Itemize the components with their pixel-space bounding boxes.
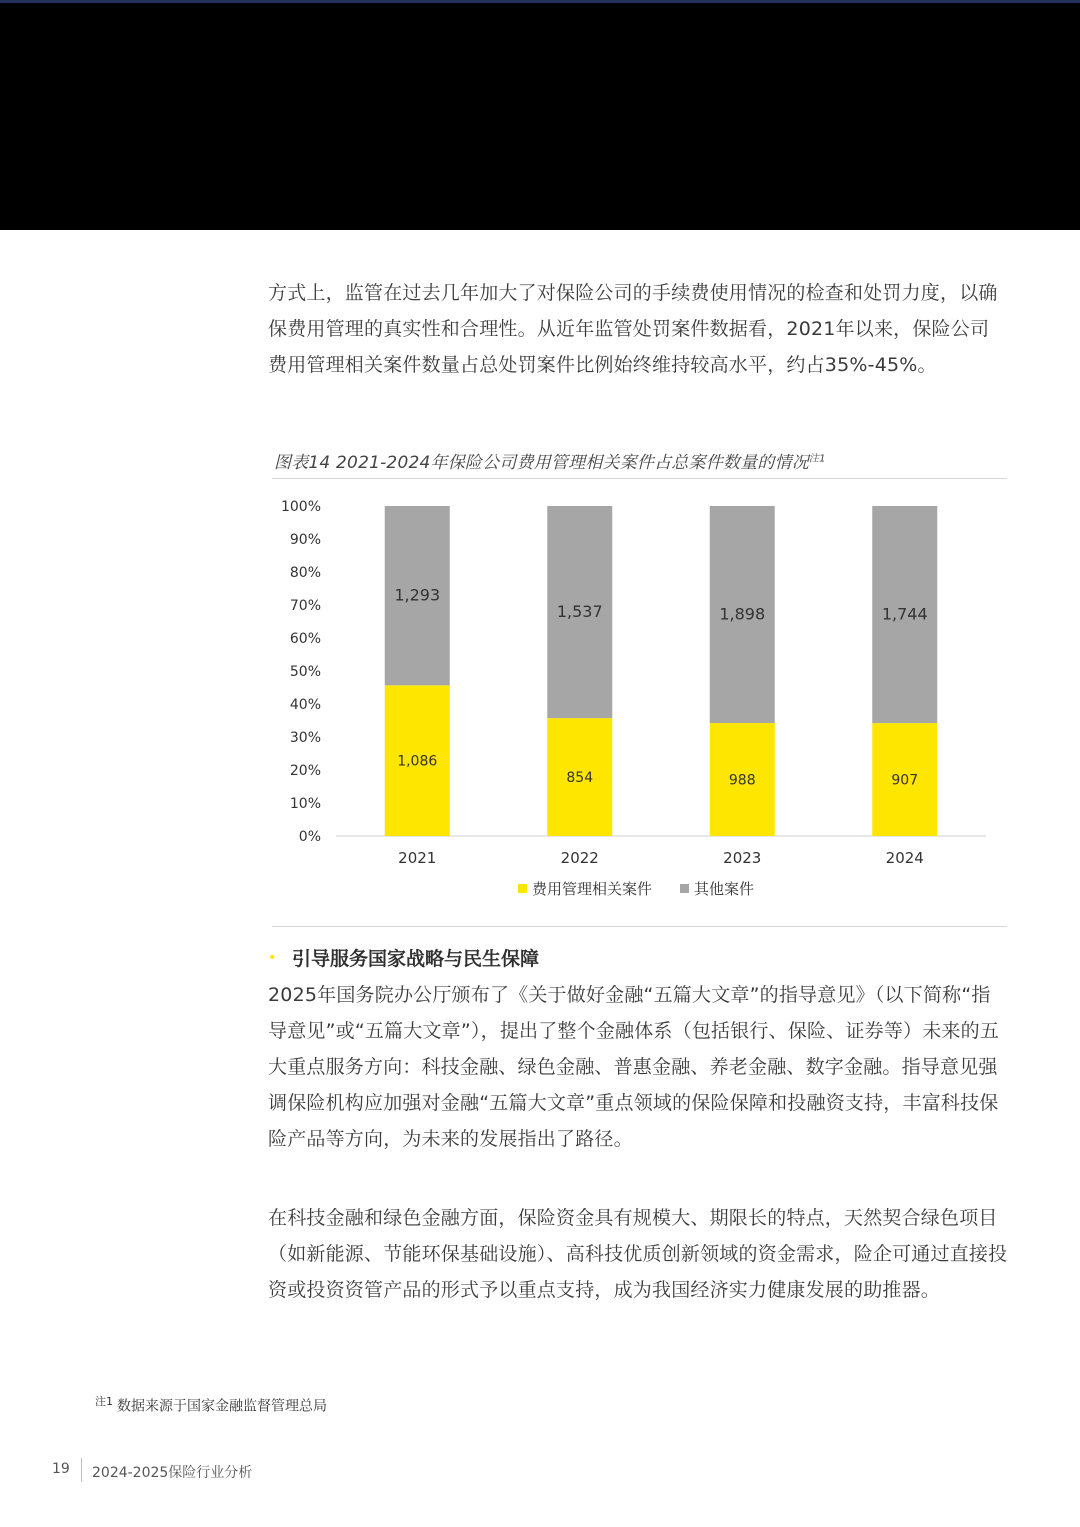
bar-data-label: 854 [566, 770, 594, 787]
y-tick-label: 0% [298, 829, 321, 845]
section-paragraph-1-text: 2025年国务院办公厅颁布了《关于做好金融“五篇大文章”的指导意见》（以下简称“指导意见”或“五篇大文章”），提出了整个金融体系（包括银行、保险、证券等）未来的五大重点服务方向：科技金融、绿色金融、普惠金融、养老金融、数字金融。指导意见强调保险机构应加强对金融“五篇大文章”重点领域的保险保障和投融资支持，丰富科技保险产品等方向，为未来的发展指出了路径。 [268, 984, 1000, 1150]
intro-paragraph-text: 方式上，监管在过去几年加大了对保险公司的手续费使用情况的检查和处罚力度，以确保费用管理的真实性和合理性。从近年监管处罚案件数据看，2021年以来，保险公司费用管理相关案件数量占总处罚案件比例始终维持较高水平，约占35%-45%。 [268, 282, 998, 376]
y-tick-label: 70% [289, 598, 321, 614]
intro-paragraph [268, 275, 1008, 383]
legend-label: 费用管理相关案件 [532, 880, 653, 898]
bar-data-label: 1,898 [719, 604, 766, 624]
legend-label: 其他案件 [694, 880, 755, 898]
footnote-text: 数据来源于国家金融监督管理总局 [117, 1398, 327, 1415]
bar-data-label: 1,537 [556, 602, 603, 622]
bar-data-label: 1,086 [397, 753, 438, 770]
footer-separator [81, 1458, 82, 1482]
y-tick-label: 90% [289, 532, 321, 548]
figure-bottom-rule [272, 926, 1007, 927]
x-tick-label: 2024 [885, 849, 924, 867]
y-tick-label: 20% [289, 763, 321, 779]
header-image-band [0, 3, 1080, 230]
bar-data-label: 1,293 [394, 585, 441, 605]
figure-title-text: 图表14 2021-2024年保险公司费用管理相关案件占总案件数量的情况 [274, 453, 809, 473]
bullet-dot-icon: • [268, 950, 277, 966]
section-paragraph-2 [268, 1200, 1008, 1308]
report-title: 2024-2025保险行业分析 [92, 1465, 253, 1481]
footnote [95, 1393, 327, 1416]
page-number: 19 [52, 1461, 70, 1477]
figure-title [274, 448, 826, 473]
bar-data-label: 988 [728, 772, 756, 789]
stacked-bar-chart [268, 488, 1008, 922]
figure-top-rule [272, 478, 1007, 479]
chart-svg [268, 488, 1008, 918]
footnote-marker: 注1 [95, 1395, 113, 1408]
x-tick-label: 2022 [560, 849, 599, 867]
y-tick-label: 50% [289, 664, 321, 680]
section-heading: 引导服务国家战略与民生保障 [292, 948, 540, 970]
legend-swatch [680, 884, 689, 893]
y-tick-label: 60% [289, 631, 321, 647]
legend-swatch [518, 884, 527, 893]
y-tick-label: 40% [289, 697, 321, 713]
figure-title-note: 注1 [808, 453, 826, 465]
x-tick-label: 2021 [398, 849, 437, 867]
y-tick-label: 100% [280, 499, 321, 515]
section-paragraph-1 [268, 977, 1008, 1157]
x-tick-label: 2023 [723, 849, 762, 867]
bar-data-label: 907 [891, 772, 919, 789]
y-tick-label: 30% [289, 730, 321, 746]
bar-data-label: 1,744 [881, 604, 928, 624]
y-tick-label: 10% [289, 796, 321, 812]
y-tick-label: 80% [289, 565, 321, 581]
section-paragraph-2-text: 在科技金融和绿色金融方面，保险资金具有规模大、期限长的特点，天然契合绿色项目（如新能源、节能环保基础设施）、高科技优质创新领域的资金需求，险企可通过直接投资或投资资管产品的形式予以重点支持，成为我国经济实力健康发展的助推器。 [268, 1207, 1008, 1301]
